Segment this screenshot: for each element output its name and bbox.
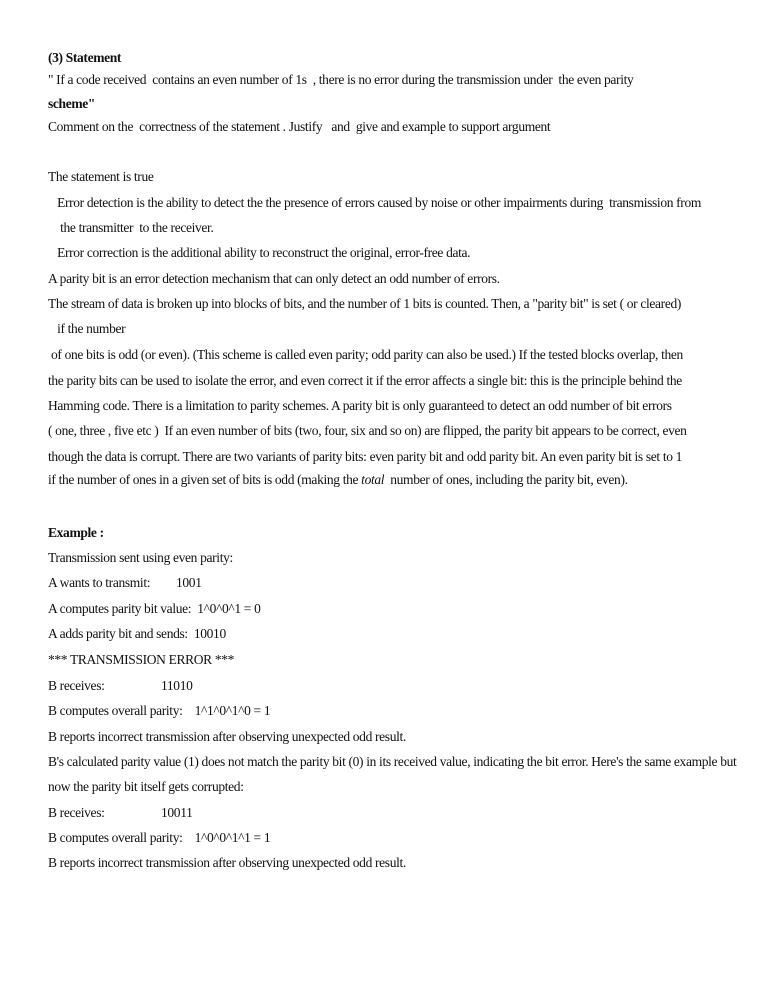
example-line-6-value: 11010 xyxy=(161,678,193,693)
parity-intro-line: A parity bit is an error detection mechanism that can only detect an odd number of errors. xyxy=(48,271,500,286)
example-line-4: A adds parity bit and sends: 10010 xyxy=(48,626,226,641)
example-line-7: B computes overall parity: 1^1^0^1^0 = 1 xyxy=(48,703,271,718)
example-line-13: B reports incorrect transmission after observing unexpected odd result. xyxy=(48,855,406,870)
error-detection-line-2: the transmitter to the receiver. xyxy=(48,220,214,235)
stream-line-4: the parity bits can be used to isolate the error, and even correct it if the error affects a single bit: this is the principle behind the xyxy=(48,373,682,388)
example-line-2-label: A wants to transmit: xyxy=(48,575,151,590)
comment-line: Comment on the correctness of the statement . Justify and give and example to support argument xyxy=(48,119,551,134)
stream-line-7: though the data is corrupt. There are two variants of parity bits: even parity bit and odd parity bit. An even parity bit is set to 1 xyxy=(48,449,683,464)
stream-line-8 xyxy=(48,472,628,488)
quote-line-2: scheme" xyxy=(48,96,96,111)
stream-line-5: Hamming code. There is a limitation to parity schemes. A parity bit is only guaranteed to detect an odd number of bit errors xyxy=(48,398,672,413)
example-line-11-label: B receives: xyxy=(48,805,105,820)
example-line-5: *** TRANSMISSION ERROR *** xyxy=(48,652,235,667)
example-line-2 xyxy=(48,575,202,591)
stream-line-3: of one bits is odd (or even). (This scheme is called even parity; odd parity can also be used.) If the tested blocks overlap, then xyxy=(48,347,683,362)
quote-line-1: " If a code received contains an even number of 1s , there is no error during the transmission under the even parity xyxy=(48,72,634,87)
example-heading: Example : xyxy=(48,525,104,540)
example-line-1: Transmission sent using even parity: xyxy=(48,550,233,565)
stream-line-8-italic: total xyxy=(361,472,385,487)
example-line-6-label: B receives: xyxy=(48,678,105,693)
stream-line-8-pre: if the number of ones in a given set of bits is odd (making the xyxy=(48,472,362,487)
stream-line-6: ( one, three , five etc ) If an even number of bits (two, four, six and so on) are flipped, the parity bit appears to be correct, even xyxy=(48,423,687,438)
stream-line-2: if the number xyxy=(48,321,126,336)
example-line-2-value: 1001 xyxy=(176,575,202,590)
stream-line-8-post: number of ones, including the parity bit, even). xyxy=(384,472,628,487)
error-detection-line-1: Error detection is the ability to detect the the presence of errors caused by noise or other impairments during transmission from xyxy=(48,195,701,210)
example-line-3: A computes parity bit value: 1^0^0^1 = 0 xyxy=(48,601,261,616)
example-line-11-value: 10011 xyxy=(161,805,193,820)
answer-intro: The statement is true xyxy=(48,169,154,184)
statement-heading: (3) Statement xyxy=(48,50,122,65)
example-line-10: now the parity bit itself gets corrupted: xyxy=(48,779,244,794)
example-line-12: B computes overall parity: 1^0^0^1^1 = 1 xyxy=(48,830,271,845)
example-line-8: B reports incorrect transmission after observing unexpected odd result. xyxy=(48,729,406,744)
stream-line-1: The stream of data is broken up into blocks of bits, and the number of 1 bits is counted. Then, a "parity bit" is set ( or cleared) xyxy=(48,296,682,311)
example-line-11 xyxy=(48,805,193,821)
error-correction-line: Error correction is the additional ability to reconstruct the original, error-free data. xyxy=(48,245,471,260)
example-line-9: B's calculated parity value (1) does not match the parity bit (0) in its received value, indicating the bit error. Here's the same example but xyxy=(48,754,737,769)
example-line-6 xyxy=(48,678,193,694)
